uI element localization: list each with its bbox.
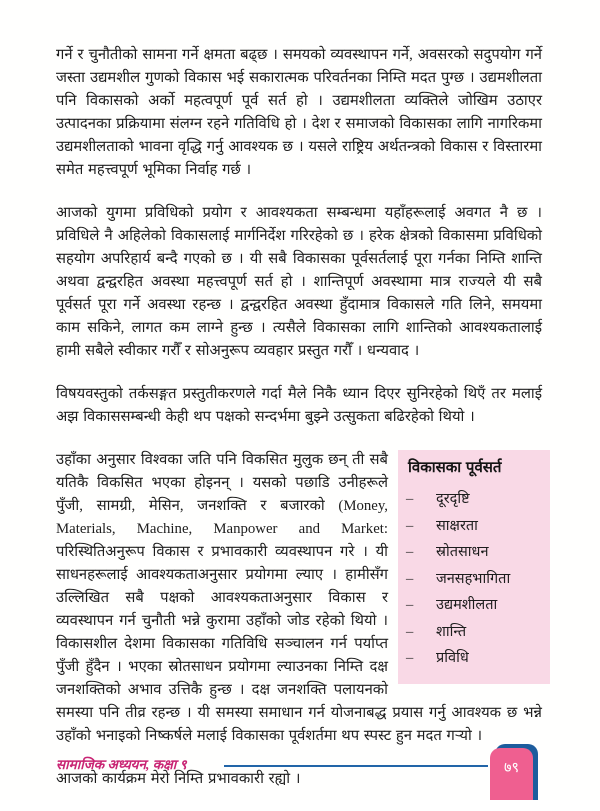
list-item bbox=[406, 645, 546, 672]
list-item bbox=[406, 592, 546, 619]
page-number-badge bbox=[490, 748, 533, 800]
page-number: ७९ bbox=[503, 760, 520, 776]
paragraph-1: गर्ने र चुनौतीको सामना गर्ने क्षमता बढ्छ । समयको व्यवस्थापन गर्ने, अवसरको सदुपयोग गर्ने जस्ता उद्यमशील गुणको विकास भई सकारात्मक परिवर्तनका निम्ति मदत पुग्छ । उद्यमशीलता पनि विकासको अर्को महत्वपूर्ण पूर्व सर्त हो । उद्यमशीलता व्यक्तिले जोखिम उठाएर उत्पादनका प्रक्रियामा संलग्न रहने गतिविधि हो । देश र समाजको विकासका लागि नागरिकमा उद्यमशीलताको भावना वृद्धि गर्नु आवश्यक छ । यसले राष्ट्रिय अर्थतन्त्रको विकास र विस्तारमा समेत महत्त्वपूर्ण भूमिका निर्वाह गर्छ । bbox=[56, 47, 542, 178]
list-item bbox=[406, 566, 546, 593]
dash-bullet: – bbox=[406, 491, 414, 507]
paragraph-5: आजको कार्यक्रम मेरो निम्ति प्रभावकारी रह्यो । bbox=[56, 771, 301, 787]
list-item bbox=[406, 513, 546, 540]
dash-bullet: – bbox=[406, 597, 414, 613]
list-item-label: साक्षरता bbox=[436, 517, 478, 534]
list-item bbox=[406, 486, 546, 513]
page-content bbox=[56, 44, 542, 811]
dash-bullet: – bbox=[406, 517, 414, 534]
book-title: सामाजिक अध्ययन, कक्षा ९ bbox=[56, 757, 187, 772]
paragraph-4-text: उहाँका अनुसार विश्वका जति पनि विकसित मुलुक छन् ती सबै यतिकै विकसित भएका होइनन् । यसको पछाडि उनीहरूले पुँजी, सामग्री, मेसिन, जनशक्ति र बजारको (Money, Materials, Machine, Manpower and Market: परिस्थितिअनुरूप विकास र प्रभावकारी व्यवस्थापन गरे । यी साधनहरूलाई आवश्यकताअनुसार प्रयोगमा ल्याए । हामीसँग उल्लिखित सबै पक्षको आवश्यकताअनुसार विकास र व्यवस्थापन गर्न चुनौती भन्ने कुरामा उहाँको जोड रहेको थियो । विकासशील देशमा विकासका गतिविधि सञ्चालन गर्न पर्याप्त पुँजी हुँदैन । भएका स्रोतसाधन प्रयोगमा ल्याउनका निम्ति दक्ष जनशक्तिको अभाव उत्तिकै हुन्छ । दक्ष जनशक्ति पलायनको समस्या पनि तीव्र रहन्छ । यी समस्या समाधान गर्न योजनाबद्ध प्रयास गर्नु आवश्यक छ भन्ने उहाँको भनाइको निष्कर्षले मलाई विकासका पूर्वशर्तमा थप स्पस्ट हुन मदत गऱ्यो । bbox=[56, 452, 542, 744]
footer-rule bbox=[224, 765, 488, 767]
dash-bullet: – bbox=[406, 570, 414, 587]
list-item-label: जनसहभागिता bbox=[436, 570, 511, 587]
paragraph-4-with-sidebar bbox=[56, 449, 542, 748]
list-item bbox=[406, 539, 546, 566]
dash-bullet: – bbox=[406, 544, 414, 560]
development-prerequisites-box bbox=[398, 450, 550, 684]
list-item-label: शान्ति bbox=[436, 623, 467, 640]
list-item bbox=[406, 619, 546, 646]
list-item-label: प्रविधि bbox=[436, 650, 469, 666]
list-item-label: उद्यमशीलता bbox=[436, 597, 498, 613]
dash-bullet: – bbox=[406, 650, 414, 666]
paragraph-3: विषयवस्तुको तर्कसङ्गत प्रस्तुतीकरणले गर्दा मैले निकै ध्यान दिएर सुनिरहेको थिएँ तर मलाई अझ विकाससम्बन्धी केही थप पक्षको सन्दर्भमा बुझ्ने उत्सुकता बढिरहेको थियो । bbox=[56, 386, 542, 425]
list-item-label: स्रोतसाधन bbox=[436, 544, 489, 560]
dash-bullet: – bbox=[406, 623, 414, 640]
list-item-label: दूरदृष्टि bbox=[436, 491, 470, 507]
paragraph-2: आजको युगमा प्रविधिको प्रयोग र आवश्यकता सम्बन्धमा यहाँहरूलाई अवगत नै छ । प्रविधिले नै अहिलेको विकासलाई मार्गनिर्देश गरिरहेको छ । हरेक क्षेत्रको विकासमा प्रविधिको सहयोग अपरिहार्य बन्दै गएको छ । यी सबै विकासका पूर्वसर्तलाई पूरा गर्नका निम्ति शान्ति अथवा द्वन्द्वरहित अवस्था महत्त्वपूर्ण सर्त हो । शान्तिपूर्ण अवस्थामा मात्र राज्यले यी सबै पूर्वसर्त पूरा गर्ने अवस्था रहन्छ । द्वन्द्वरहित अवस्था हुँदामात्र विकासले गति लिने, समयमा काम सकिने, लागत कम लाग्ने हुन्छ । त्यसैले विकासका लागि शान्तिको आवश्यकतालाई हामी सबैले स्वीकार गरौँ र सोअनुरूप व्यवहार प्रस्तुत गरौँ । धन्यवाद । bbox=[56, 205, 542, 359]
box-title: विकासका पूर्वसर्त bbox=[408, 460, 502, 476]
